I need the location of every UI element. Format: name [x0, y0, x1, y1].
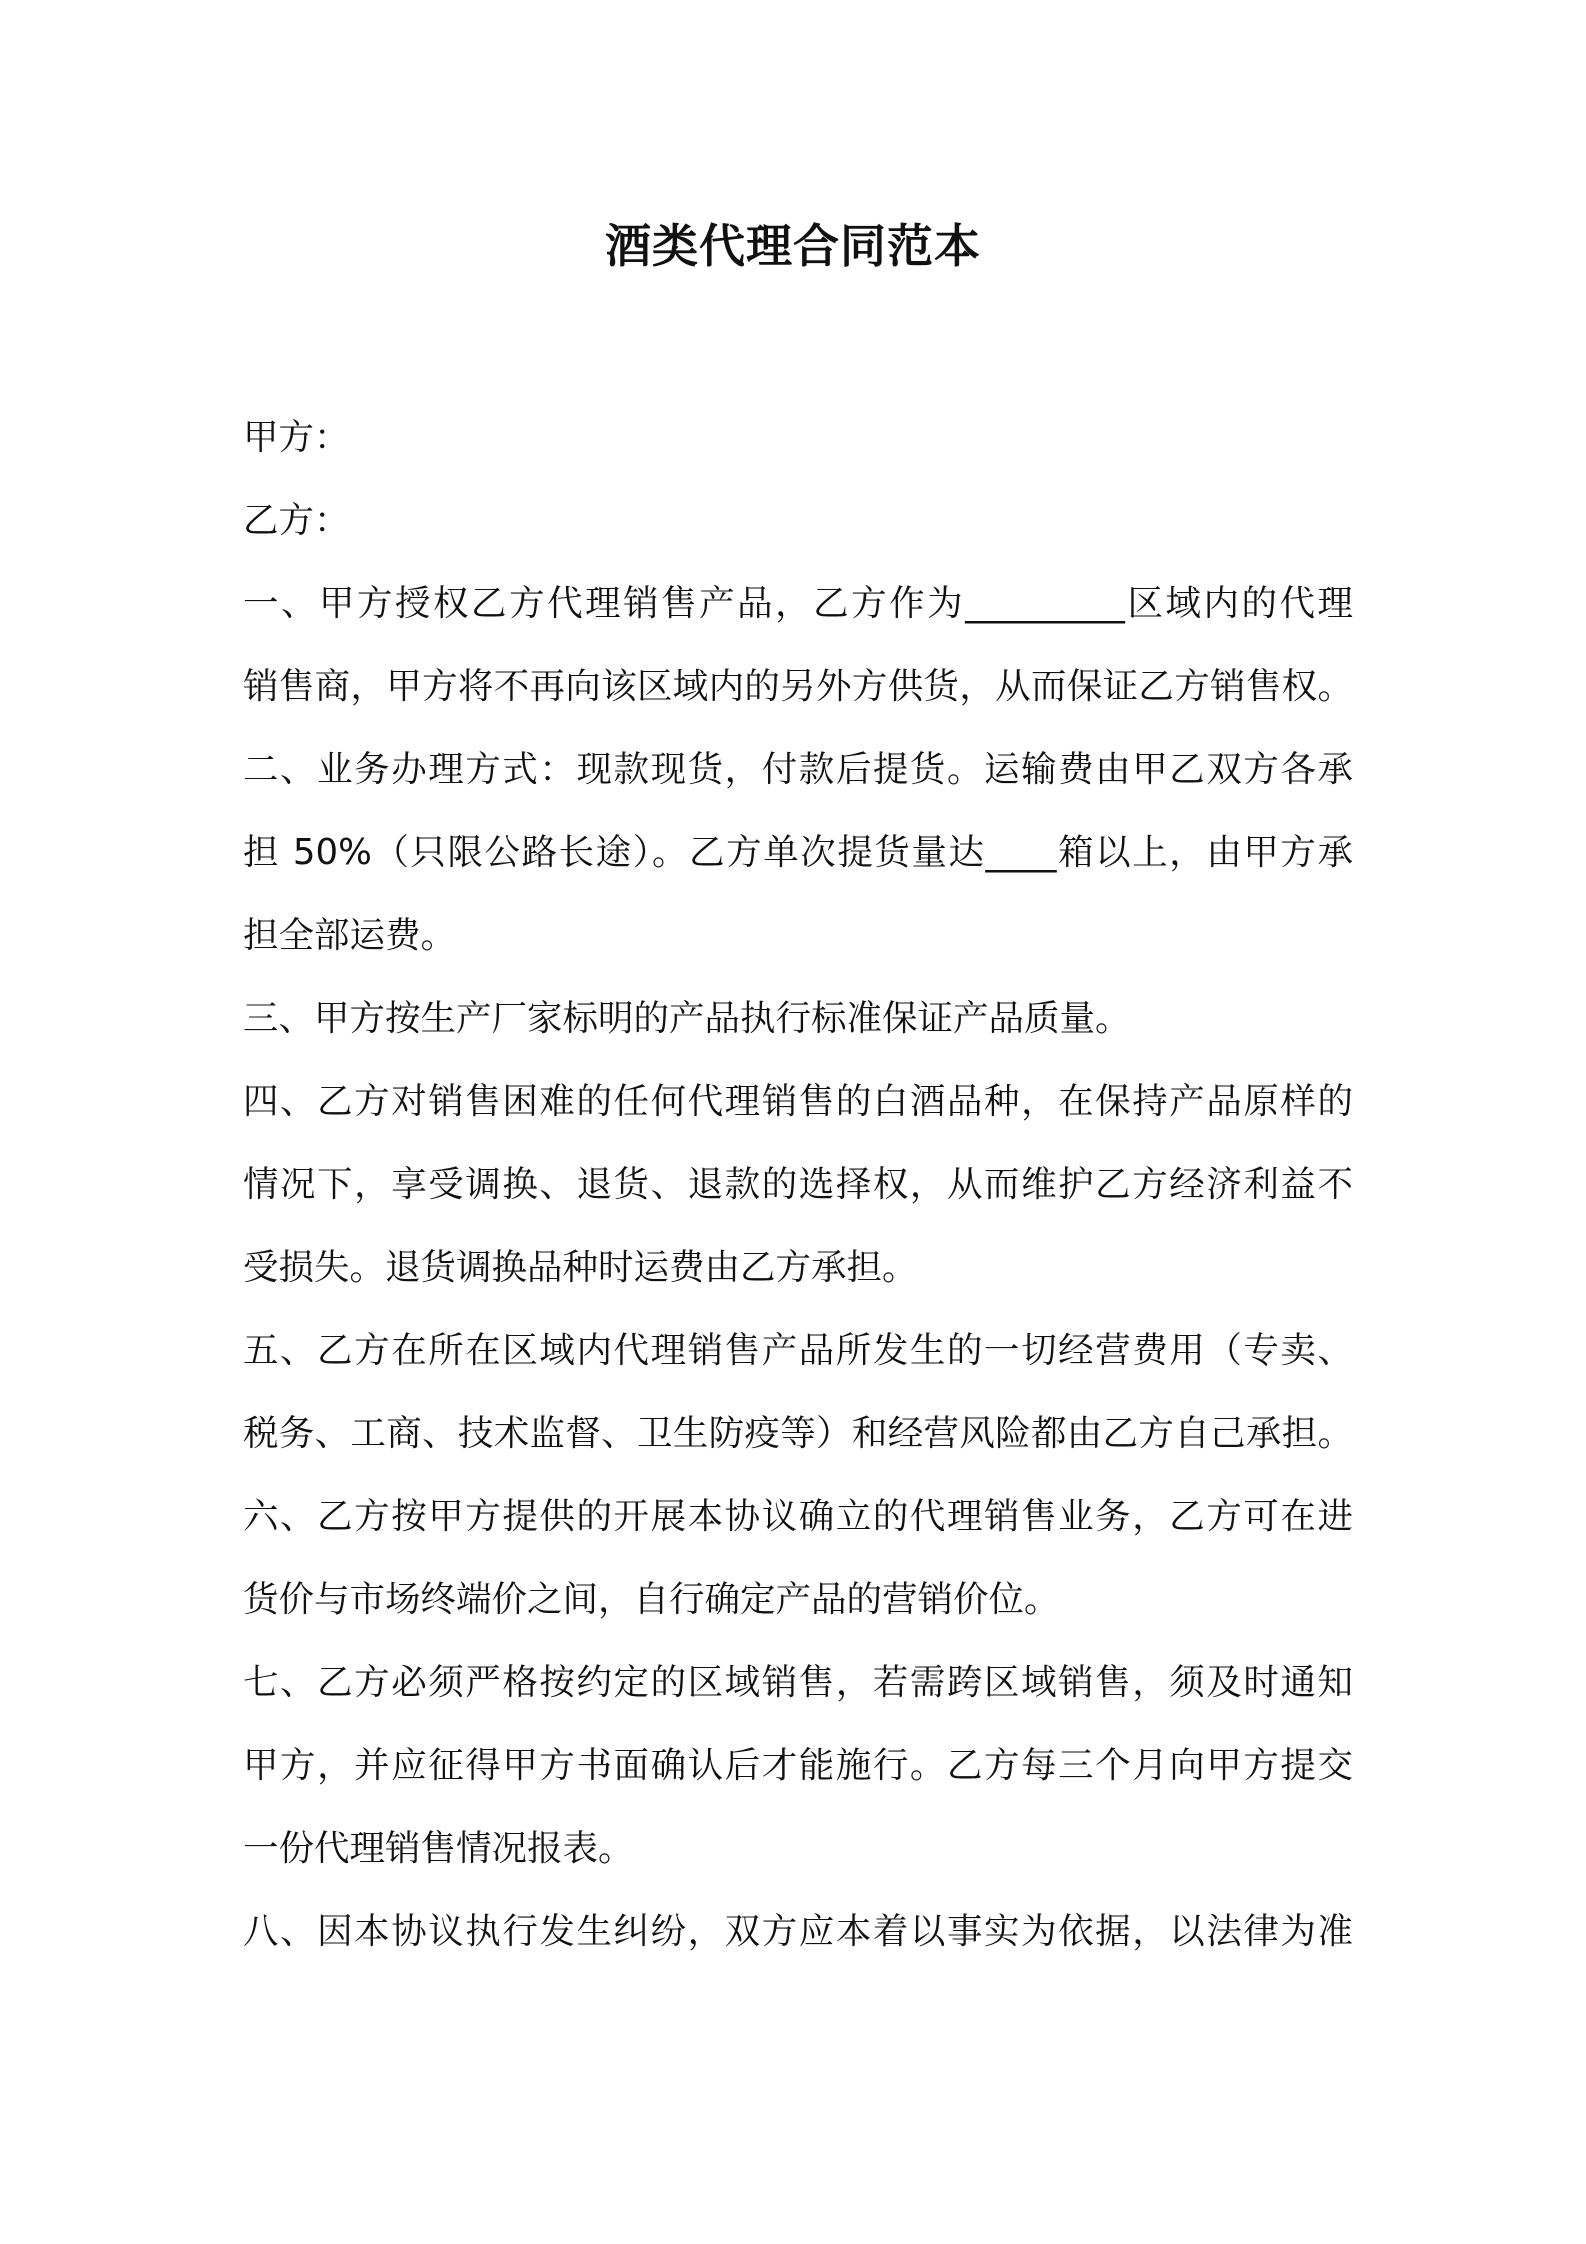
document-title: 酒类代理合同范本	[605, 219, 981, 273]
document-body	[243, 396, 1353, 1973]
clause-1-line-1: 一、甲方授权乙方代理销售产品，乙方作为_________区域内的代理	[243, 583, 1353, 624]
clause-1-line-2: 销售商，甲方将不再向该区域内的另外方供货，从而保证乙方销售权。	[243, 666, 1353, 707]
clause-7-line-1: 七、乙方必须严格按约定的区域销售，若需跨区域销售，须及时通知	[243, 1662, 1353, 1703]
clause-4-line-2: 情况下，享受调换、退货、退款的选择权，从而维护乙方经济利益不	[243, 1164, 1353, 1205]
clause-6-line-2: 货价与市场终端价之间，自行确定产品的营销价位。	[243, 1579, 1060, 1620]
clause-8-line-1: 八、因本协议执行发生纠纷，双方应本着以事实为依据，以法律为准	[243, 1911, 1353, 1952]
clause-2-line-3: 担全部运费。	[243, 915, 457, 956]
clause-5-line-2: 税务、工商、技术监督、卫生防疫等）和经营风险都由乙方自己承担。	[243, 1413, 1353, 1454]
party-b-line: 乙方：	[243, 500, 350, 541]
clause-7-line-3: 一份代理销售情况报表。	[243, 1828, 634, 1869]
clause-4-line-3: 受损失。退货调换品种时运费由乙方承担。	[243, 1247, 918, 1288]
clause-4-line-1: 四、乙方对销售困难的任何代理销售的白酒品种，在保持产品原样的	[243, 1081, 1353, 1122]
clause-7-line-2: 甲方，并应征得甲方书面确认后才能施行。乙方每三个月向甲方提交	[243, 1745, 1353, 1786]
clause-2-line-2: 担 50%（只限公路长途）。乙方单次提货量达____箱以上，由甲方承	[243, 832, 1353, 873]
clause-3-line-1: 三、甲方按生产厂家标明的产品执行标准保证产品质量。	[243, 998, 1131, 1039]
clause-5-line-1: 五、乙方在所在区域内代理销售产品所发生的一切经营费用（专卖、	[243, 1330, 1353, 1371]
clause-6-line-1: 六、乙方按甲方提供的开展本协议确立的代理销售业务，乙方可在进	[243, 1496, 1353, 1537]
clause-2-line-1: 二、业务办理方式：现款现货，付款后提货。运输费由甲乙双方各承	[243, 749, 1353, 790]
party-a-line: 甲方：	[243, 417, 350, 458]
